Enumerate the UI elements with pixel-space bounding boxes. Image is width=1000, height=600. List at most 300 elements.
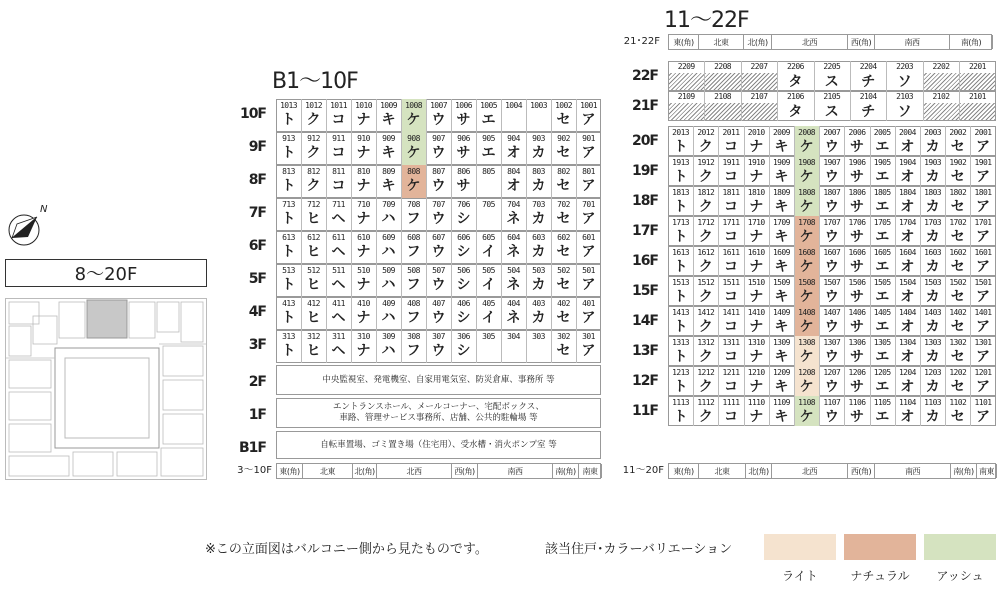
unit-number: 1501 [974, 278, 992, 287]
unit-number: 1604 [898, 248, 916, 257]
unit-type: サ [849, 289, 864, 305]
unit-type: ナ [749, 199, 764, 215]
unit-number: 909 [382, 134, 395, 143]
unit-number: 2009 [772, 128, 790, 137]
unit-number: 1111 [722, 398, 740, 407]
unit-type: ト [673, 259, 688, 275]
unit-type: コ [331, 112, 346, 128]
unit-number: 1104 [898, 398, 916, 407]
unit-type: サ [849, 139, 864, 155]
unit-type: フ [406, 244, 421, 260]
unit-number: 801 [582, 167, 595, 176]
unit-type: シ [456, 343, 471, 359]
unit-number: 1106 [848, 398, 866, 407]
unit-number: 1001 [580, 101, 597, 110]
unit-number: 1801 [974, 188, 992, 197]
direction-cell: 南(角) [951, 464, 977, 478]
floor-label: 21F [631, 98, 658, 114]
unit-type: ア [975, 379, 990, 395]
unit-number: 1012 [305, 101, 322, 110]
unit-number: 1505 [873, 278, 891, 287]
unit-number: 706 [457, 200, 470, 209]
unit-number: 602 [557, 233, 570, 242]
unit-number: 1502 [949, 278, 967, 287]
unit-number: 807 [432, 167, 445, 176]
floor-label: 4F [248, 304, 266, 320]
unit-type: ナ [749, 139, 764, 155]
unit-number: 407 [432, 299, 445, 308]
unit-number: 1912 [697, 158, 715, 167]
unit-type: キ [774, 139, 789, 155]
direction-cell: 南東 [579, 464, 602, 478]
direction-cell: 北東 [699, 464, 746, 478]
unit-number: 411 [332, 299, 345, 308]
unit-number: 1601 [974, 248, 992, 257]
unit-type: ウ [824, 199, 839, 215]
unit-number: 310 [357, 332, 370, 341]
unit-number: 1903 [924, 158, 942, 167]
unit-type: カ [925, 349, 940, 365]
unit-number: 1308 [798, 338, 816, 347]
unit-type: エ [481, 112, 496, 128]
unit-type: セ [556, 343, 571, 359]
unit-type: ト [673, 289, 688, 305]
unit-type: セ [556, 211, 571, 227]
unit-number: 1805 [873, 188, 891, 197]
unit-number: 1906 [848, 158, 866, 167]
unit-number: 910 [357, 134, 370, 143]
unit-type: ア [581, 145, 596, 161]
unit-type: ハ [381, 343, 396, 359]
unit-number: 302 [557, 332, 570, 341]
unit-type: コ [331, 145, 346, 161]
unit-type: ト [673, 199, 688, 215]
unit-number: 510 [357, 266, 370, 275]
unit-type: エ [481, 145, 496, 161]
unit-number: 703 [532, 200, 545, 209]
unit-type: ヒ [306, 244, 321, 260]
unit-type: ト [673, 229, 688, 245]
unit-number: 313 [282, 332, 295, 341]
unit-number: 1402 [949, 308, 967, 317]
unit-number: 312 [307, 332, 320, 341]
legend-label-light: ライト [782, 569, 818, 583]
unit-number: 1703 [924, 218, 942, 227]
unit-type: ク [698, 169, 713, 185]
unit-type: ア [975, 259, 990, 275]
unit-number: 711 [332, 200, 345, 209]
floor-label: 17F [631, 223, 658, 239]
unit-type: ト [673, 319, 688, 335]
unit-number: 1213 [672, 368, 690, 377]
unit-number: 707 [432, 200, 445, 209]
unit-number: 1211 [722, 368, 740, 377]
unit-type: ネ [506, 310, 521, 326]
unit-type: ア [975, 229, 990, 245]
unit-type: ア [975, 409, 990, 425]
unit-type: ス [824, 74, 839, 90]
unit-type: サ [849, 259, 864, 275]
unit-type: ウ [824, 229, 839, 245]
unit-number: 1210 [747, 368, 765, 377]
unit-type: カ [925, 199, 940, 215]
unit-type: ソ [897, 104, 912, 120]
unit-number: 412 [307, 299, 320, 308]
direction-cell: 東(角) [669, 35, 699, 49]
unit-number: 2208 [714, 62, 732, 71]
unit-number: 1711 [722, 218, 740, 227]
unit-number: 2007 [823, 128, 841, 137]
unit-number: 1406 [848, 308, 866, 317]
direction-cell: 東(角) [277, 464, 303, 478]
unit-type: ナ [749, 319, 764, 335]
unit-number: 1713 [672, 218, 690, 227]
unit-number: 1907 [823, 158, 841, 167]
unit-number: 1412 [697, 308, 715, 317]
unit-number: 2206 [786, 62, 804, 71]
floor-label: 12F [631, 373, 658, 389]
unit-number: 2006 [848, 128, 866, 137]
unit-type: ナ [356, 211, 371, 227]
floor-label: 15F [631, 283, 658, 299]
unit-type: ク [698, 199, 713, 215]
unit-type: オ [900, 379, 915, 395]
unit-type: ケ [799, 139, 814, 155]
unit-number: 1913 [672, 158, 690, 167]
floor-label: 2F [248, 374, 266, 390]
unit-number: 511 [332, 266, 345, 275]
unit-type: オ [506, 178, 521, 194]
unit-type: ク [698, 379, 713, 395]
unit-number: 1709 [772, 218, 790, 227]
unit-number: 1102 [949, 398, 967, 407]
unit-type: カ [531, 310, 546, 326]
unit-number: 1208 [798, 368, 816, 377]
unit-type: エ [875, 379, 890, 395]
unit-number: 903 [532, 134, 545, 143]
unit-type: ケ [799, 289, 814, 305]
unit-number: 702 [557, 200, 570, 209]
unit-number: 1611 [722, 248, 740, 257]
unit-type: ク [698, 409, 713, 425]
unit-number: 1704 [898, 218, 916, 227]
direction-row [276, 463, 601, 479]
unit-number: 1307 [823, 338, 841, 347]
direction-cell: 南東 [977, 464, 997, 478]
unit-type: ヒ [306, 277, 321, 293]
left-title: B1～10F [272, 69, 358, 94]
unit-type: サ [456, 145, 471, 161]
unit-number: 1401 [974, 308, 992, 317]
unit-type: ヒ [306, 211, 321, 227]
unit-type: ト [281, 277, 296, 293]
unit-number: 307 [432, 332, 445, 341]
unit-type: キ [774, 319, 789, 335]
unit-number: 1605 [873, 248, 891, 257]
unit-number: 504 [507, 266, 520, 275]
direction-row-label: 21･22F [623, 36, 660, 47]
direction-cell: 南西 [875, 35, 950, 49]
unit-type: セ [950, 349, 965, 365]
direction-cell: 南西 [875, 464, 951, 478]
floor-label: 6F [248, 238, 266, 254]
unit-number: 1712 [697, 218, 715, 227]
unit-number: 1802 [949, 188, 967, 197]
unit-number: 1807 [823, 188, 841, 197]
unit-type: コ [723, 229, 738, 245]
unit-type: ア [975, 199, 990, 215]
direction-cell: 北(角) [744, 35, 772, 49]
unit-number: 1612 [697, 248, 715, 257]
unit-number: 1901 [974, 158, 992, 167]
floor-label: 22F [631, 68, 658, 84]
unit-number: 806 [457, 167, 470, 176]
unit-number: 1206 [848, 368, 866, 377]
unit-number: 2105 [823, 92, 841, 101]
unit-number: 803 [532, 167, 545, 176]
unit-number: 1105 [873, 398, 891, 407]
legend-title: 該当住戸･カラーバリエーション [545, 542, 733, 557]
unit-type: ネ [506, 211, 521, 227]
unit-type: エ [875, 349, 890, 365]
unit-number: 2003 [924, 128, 942, 137]
unit-type: キ [381, 145, 396, 161]
unit-number: 1112 [697, 398, 715, 407]
unit-number: 809 [382, 167, 395, 176]
unit-type: ハ [381, 244, 396, 260]
compass [4, 204, 52, 248]
unit-type: ウ [824, 169, 839, 185]
unit-type: ナ [356, 343, 371, 359]
unit-type: ナ [356, 178, 371, 194]
unit-type: ナ [749, 289, 764, 305]
unit-number: 604 [507, 233, 520, 242]
unit-number: 1009 [380, 101, 397, 110]
unit-number: 512 [307, 266, 320, 275]
unit-type: ク [306, 112, 321, 128]
unit-number: 508 [407, 266, 420, 275]
unit-number: 1011 [330, 101, 347, 110]
unit-type: ト [673, 409, 688, 425]
unit-number: 301 [582, 332, 595, 341]
unit-number: 804 [507, 167, 520, 176]
unit-number: 802 [557, 167, 570, 176]
unit-number: 1407 [823, 308, 841, 317]
direction-cell: 西(角) [848, 464, 875, 478]
unit-number: 1706 [848, 218, 866, 227]
unit-type: ト [281, 211, 296, 227]
unit-number: 1511 [722, 278, 740, 287]
unit-number: 704 [507, 200, 520, 209]
unit-type: ネ [506, 277, 521, 293]
unit-type: ナ [749, 229, 764, 245]
floor-label: 16F [631, 253, 658, 269]
keyplan-title: 8～20F [74, 264, 138, 285]
unit-type: コ [723, 139, 738, 155]
unit-type: ウ [431, 310, 446, 326]
direction-row-label: 3～10F [237, 465, 272, 476]
unit-number: 1005 [480, 101, 497, 110]
unit-number: 712 [307, 200, 320, 209]
unit-number: 713 [282, 200, 295, 209]
unit-type: イ [481, 244, 496, 260]
unit-type: ナ [749, 169, 764, 185]
unit-type: ア [975, 319, 990, 335]
unit-type: ア [975, 169, 990, 185]
unit-type: ス [824, 104, 839, 120]
unit-number: 1002 [555, 101, 572, 110]
unit-number: 2201 [968, 62, 986, 71]
unit-number: 611 [332, 233, 345, 242]
unit-number: 905 [482, 134, 495, 143]
unit-number: 1103 [924, 398, 942, 407]
unit-number: 2109 [677, 92, 695, 101]
unit-type: ト [673, 349, 688, 365]
unit-type: カ [925, 229, 940, 245]
unit-number: 1512 [697, 278, 715, 287]
unit-number: 1309 [772, 338, 790, 347]
elevation-note: ※この立面図はバルコニー側から見たものです。 [205, 542, 488, 557]
unit-number: 701 [582, 200, 595, 209]
unit-type: ヘ [331, 244, 346, 260]
common-floor-band: 自転車置場、ゴミ置き場（住宅用）、受水槽・消火ポンプ室 等 [276, 431, 601, 459]
unit-type: オ [900, 319, 915, 335]
unit-type: フ [406, 343, 421, 359]
unit-type: ア [581, 211, 596, 227]
unit-type: ナ [356, 310, 371, 326]
unit-type: コ [723, 199, 738, 215]
unit-type: ア [975, 139, 990, 155]
unit-number: 1108 [798, 398, 816, 407]
direction-cell: 西(角) [452, 464, 478, 478]
unit-type: ヒ [306, 310, 321, 326]
direction-cell: 南(角) [950, 35, 993, 49]
unit-type: ハ [381, 310, 396, 326]
unit-number: 603 [532, 233, 545, 242]
unit-type: ウ [431, 244, 446, 260]
unit-number: 913 [282, 134, 295, 143]
unit-number: 606 [457, 233, 470, 242]
unit-number: 1509 [772, 278, 790, 287]
unit-number: 401 [582, 299, 595, 308]
unit-type: ア [975, 349, 990, 365]
unit-type: カ [925, 169, 940, 185]
unit-number: 613 [282, 233, 295, 242]
unit-number: 1705 [873, 218, 891, 227]
unit-number: 2002 [949, 128, 967, 137]
unit-number: 1008 [405, 101, 422, 110]
unit-type: ナ [749, 259, 764, 275]
unit-number: 810 [357, 167, 370, 176]
direction-cell: 北西 [772, 35, 848, 49]
unit-number: 1806 [848, 188, 866, 197]
unit-type: ケ [406, 145, 421, 161]
unit-type: キ [381, 112, 396, 128]
unit-type: サ [456, 112, 471, 128]
unit-type: ケ [799, 409, 814, 425]
unit-number: 2207 [750, 62, 768, 71]
unit-number: 1812 [697, 188, 715, 197]
unit-number: 1908 [798, 158, 816, 167]
unit-type: ク [698, 229, 713, 245]
unit-type: ヘ [331, 211, 346, 227]
direction-cell: 東(角) [669, 464, 699, 478]
unit-number: 1203 [924, 368, 942, 377]
common-floor-band: エントランスホール、メールコーナー、宅配ボックス、 車路、管理サービス事務所、店舗、公共的駐輪場 等 [276, 398, 601, 428]
unit-type: エ [875, 289, 890, 305]
unit-type: エ [875, 139, 890, 155]
unit-number: 908 [407, 134, 420, 143]
unit-number: 1101 [974, 398, 992, 407]
unit-type: カ [925, 319, 940, 335]
unit-type: カ [531, 277, 546, 293]
unit-number: 410 [357, 299, 370, 308]
unit-type: ケ [799, 319, 814, 335]
unit-type: ト [281, 343, 296, 359]
unit-type: セ [950, 229, 965, 245]
unit-number: 1902 [949, 158, 967, 167]
unit-number: 408 [407, 299, 420, 308]
unit-type: シ [456, 211, 471, 227]
floor-label: 13F [631, 343, 658, 359]
unit-number: 1313 [672, 338, 690, 347]
unit-number: 2013 [672, 128, 690, 137]
unit-number: 2104 [859, 92, 877, 101]
unit-number: 1305 [873, 338, 891, 347]
unit-number: 2012 [697, 128, 715, 137]
unit-number: 507 [432, 266, 445, 275]
unit-number: 303 [532, 332, 545, 341]
unit-number: 1804 [898, 188, 916, 197]
unit-number: 1212 [697, 368, 715, 377]
direction-row-label: 11～20F [622, 465, 664, 476]
unit-type: オ [900, 169, 915, 185]
floor-label: 19F [631, 163, 658, 179]
unit-type: オ [506, 145, 521, 161]
unit-type: ク [698, 289, 713, 305]
unit-type: サ [849, 409, 864, 425]
unit-type: ウ [431, 343, 446, 359]
unit-number: 1201 [974, 368, 992, 377]
unit-number: 509 [382, 266, 395, 275]
unit-number: 1207 [823, 368, 841, 377]
unit-number: 1003 [530, 101, 547, 110]
unit-type: シ [456, 244, 471, 260]
unit-number: 705 [482, 200, 495, 209]
unit-number: 1606 [848, 248, 866, 257]
unit-type: ウ [824, 409, 839, 425]
unit-type: ケ [406, 112, 421, 128]
unit-type: コ [331, 178, 346, 194]
unit-number: 709 [382, 200, 395, 209]
unit-type: ク [306, 178, 321, 194]
unit-type: ナ [356, 244, 371, 260]
unit-number: 2106 [786, 92, 804, 101]
unit-type: ト [281, 112, 296, 128]
floor-label: 5F [248, 271, 266, 287]
legend-swatch-light [764, 534, 836, 560]
unit-type: ヘ [331, 343, 346, 359]
unit-type: ト [281, 178, 296, 194]
unit-number: 308 [407, 332, 420, 341]
unit-type: コ [723, 289, 738, 305]
unit-number: 2001 [974, 128, 992, 137]
unit-number: 1910 [747, 158, 765, 167]
unit-number: 506 [457, 266, 470, 275]
unit-type: サ [849, 379, 864, 395]
unit-number: 1508 [798, 278, 816, 287]
unit-number: 306 [457, 332, 470, 341]
